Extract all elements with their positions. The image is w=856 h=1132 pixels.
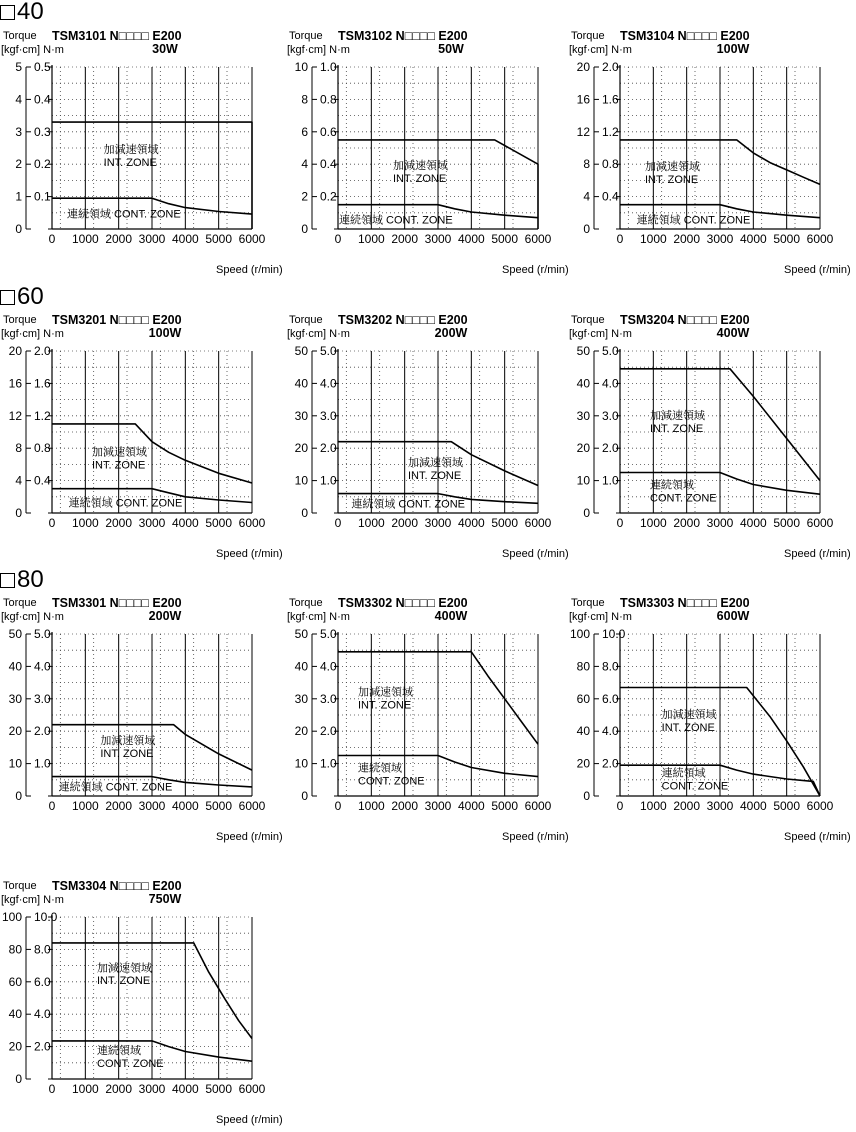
x-tick-label: 6000	[806, 516, 834, 530]
y-tick-label: 1.0	[34, 756, 51, 771]
zone-label: 加減速領域	[645, 160, 700, 173]
x-tick-label: 4000	[457, 799, 485, 813]
zone-label: CONT. ZONE	[661, 780, 729, 793]
y-tick-label: 8.0	[34, 942, 51, 957]
x-tick-label: 2000	[673, 232, 701, 246]
y-tick-label: 2.0	[602, 756, 619, 771]
y-axis-title: Torque	[289, 597, 323, 609]
kgf-tick-label: 12	[576, 124, 590, 139]
chart-title: TSM3104 N□□□□ E200	[620, 29, 750, 43]
chart-svg	[286, 30, 576, 282]
x-tick-label: 4000	[739, 232, 767, 246]
torque-chart	[286, 314, 576, 566]
chart-svg	[0, 597, 290, 849]
y-axis-title: Torque	[3, 880, 37, 892]
kgf-tick-label: 10	[294, 756, 308, 771]
kgf-tick-label: 10	[294, 60, 308, 74]
y-tick-label: 2.0	[320, 441, 337, 456]
zone-label: 連続領域	[661, 767, 706, 780]
y-tick-label: 4.0	[34, 659, 51, 674]
x-axis-label: Speed (r/min)	[502, 831, 569, 843]
zone-label: 加減速領域	[661, 709, 717, 722]
y-tick-label: 8.0	[602, 659, 619, 674]
kgf-tick-label: 8	[301, 92, 308, 107]
chart-subtitle: 600W	[716, 609, 750, 623]
zone-label: 連続領域	[650, 479, 694, 492]
x-tick-label: 4000	[171, 799, 199, 813]
y-tick-label: 1.2	[602, 124, 619, 139]
kgf-tick-label: 40	[8, 1007, 22, 1022]
section-title-40	[0, 0, 44, 24]
chart-svg	[568, 597, 856, 849]
chart-subtitle: 100W	[716, 42, 750, 56]
zone-label: 連続領域 CONT. ZONE	[636, 214, 751, 227]
y-axis-title: Torque	[289, 314, 323, 326]
zone-label: 加減速領域	[103, 143, 159, 156]
kgf-tick-label: 12	[8, 408, 22, 423]
kgf-tick-label: 30	[294, 408, 308, 423]
y-axis-title: Torque	[571, 314, 605, 326]
zone-label: 連続領域 CONT. ZONE	[58, 781, 173, 794]
y-tick-label: 2.0	[34, 344, 51, 358]
x-tick-label: 2000	[105, 516, 133, 530]
kgf-tick-label: 20	[576, 441, 590, 456]
x-tick-label: 6000	[806, 232, 834, 246]
x-axis-label: Speed (r/min)	[216, 548, 283, 560]
zone-label: 加減速領域	[100, 735, 156, 748]
y-axis-units: [kgf·cm] N·m	[1, 611, 64, 623]
x-tick-label: 5000	[205, 1082, 233, 1096]
torque-chart	[0, 314, 290, 566]
y-axis-title: Torque	[571, 30, 605, 42]
x-tick-label: 0	[48, 799, 56, 813]
y-tick-label: 5.0	[34, 627, 51, 641]
kgf-tick-label: 0	[301, 789, 308, 803]
chart-title: TSM3303 N□□□□ E200	[620, 596, 750, 610]
zone-label: INT. ZONE	[358, 699, 412, 712]
zone-label: INT. ZONE	[393, 173, 447, 186]
y-tick-label: 1.0	[320, 756, 337, 771]
kgf-tick-label: 0	[583, 222, 590, 236]
chart-subtitle: 200W	[148, 609, 182, 623]
x-tick-label: 5000	[773, 232, 801, 246]
y-tick-label: 3.0	[34, 691, 51, 706]
section-title-60	[0, 285, 44, 309]
y-tick-label: 1.0	[320, 473, 337, 488]
chart-svg	[568, 30, 856, 282]
square-icon	[0, 290, 15, 305]
x-tick-label: 1000	[71, 1082, 99, 1096]
chart-title: TSM3202 N□□□□ E200	[338, 313, 468, 327]
y-axis-title: Torque	[3, 597, 37, 609]
chart-svg	[0, 880, 290, 1132]
zone-label: INT. ZONE	[100, 748, 154, 761]
x-tick-label: 0	[616, 799, 624, 813]
x-tick-label: 4000	[457, 516, 485, 530]
y-tick-label: 0.3	[34, 124, 51, 139]
kgf-tick-label: 20	[294, 724, 308, 739]
x-tick-label: 6000	[238, 232, 266, 246]
x-tick-label: 3000	[706, 516, 734, 530]
kgf-tick-label: 0	[15, 506, 22, 520]
x-axis-label: Speed (r/min)	[216, 264, 283, 276]
zone-label: INT. ZONE	[408, 469, 462, 482]
zone-label: 連続領域 CONT. ZONE	[68, 497, 183, 510]
y-tick-label: 0.5	[34, 60, 51, 74]
zone-label: 連続領域 CONT. ZONE	[351, 498, 466, 511]
y-axis-units: [kgf·cm] N·m	[1, 894, 64, 906]
torque-chart	[286, 30, 576, 282]
x-tick-label: 3000	[138, 799, 166, 813]
chart-title: TSM3302 N□□□□ E200	[338, 596, 468, 610]
x-tick-label: 6000	[806, 799, 834, 813]
x-tick-label: 2000	[673, 516, 701, 530]
x-tick-label: 2000	[105, 799, 133, 813]
kgf-tick-label: 0	[15, 222, 22, 236]
chart-title: TSM3301 N□□□□ E200	[52, 596, 182, 610]
section-label: 60	[17, 283, 44, 310]
kgf-tick-label: 16	[576, 92, 590, 107]
x-tick-label: 3000	[706, 232, 734, 246]
zone-label: INT. ZONE	[661, 722, 715, 735]
chart-title: TSM3101 N□□□□ E200	[52, 29, 182, 43]
y-axis-units: [kgf·cm] N·m	[1, 328, 64, 340]
y-axis-units: [kgf·cm] N·m	[287, 328, 350, 340]
x-axis-label: Speed (r/min)	[784, 264, 851, 276]
chart-title: TSM3201 N□□□□ E200	[52, 313, 182, 327]
x-tick-label: 6000	[238, 1082, 266, 1096]
kgf-tick-label: 10	[576, 473, 590, 488]
kgf-tick-label: 20	[576, 60, 590, 74]
zone-label: INT. ZONE	[92, 459, 146, 472]
torque-chart	[568, 314, 856, 566]
zone-label: INT. ZONE	[97, 975, 151, 988]
x-tick-label: 2000	[105, 232, 133, 246]
x-tick-label: 2000	[391, 799, 419, 813]
zone-label: 加減速領域	[408, 457, 463, 470]
x-tick-label: 5000	[205, 516, 233, 530]
y-tick-label: 0.6	[320, 124, 337, 139]
zone-label: CONT. ZONE	[97, 1057, 164, 1070]
kgf-tick-label: 2	[15, 157, 22, 172]
x-tick-label: 6000	[238, 516, 266, 530]
x-tick-label: 3000	[138, 516, 166, 530]
kgf-tick-label: 20	[8, 1039, 22, 1054]
y-tick-label: 1.6	[34, 376, 51, 391]
chart-svg	[286, 597, 576, 849]
kgf-tick-label: 60	[576, 691, 590, 706]
kgf-tick-label: 30	[576, 408, 590, 423]
x-tick-label: 0	[616, 516, 624, 530]
kgf-tick-label: 40	[576, 724, 590, 739]
y-tick-label: 5.0	[602, 344, 619, 358]
x-tick-label: 5000	[491, 516, 519, 530]
torque-chart	[568, 30, 856, 282]
zone-label: 加減速領域	[358, 686, 413, 699]
torque-chart	[286, 597, 576, 849]
section-label: 40	[17, 0, 44, 25]
x-tick-label: 0	[334, 799, 342, 813]
y-tick-label: 1.6	[602, 92, 619, 107]
zone-label: 連続領域 CONT. ZONE	[339, 214, 453, 227]
x-tick-label: 4000	[739, 799, 767, 813]
x-tick-label: 0	[334, 232, 342, 246]
chart-title: TSM3304 N□□□□ E200	[52, 879, 182, 893]
zone-label: 加減速領域	[650, 410, 705, 423]
y-tick-label: 0.8	[320, 92, 337, 107]
x-tick-label: 1000	[639, 799, 667, 813]
y-tick-label: 5.0	[320, 344, 337, 358]
kgf-tick-label: 20	[8, 344, 22, 358]
zone-label: 連続領域 CONT. ZONE	[67, 208, 181, 221]
kgf-tick-label: 0	[583, 789, 590, 803]
kgf-tick-label: 40	[8, 659, 22, 674]
kgf-tick-label: 4	[15, 92, 22, 107]
x-tick-label: 3000	[706, 799, 734, 813]
y-tick-label: 6.0	[602, 691, 619, 706]
y-tick-label: 6.0	[34, 974, 51, 989]
y-tick-label: 3.0	[320, 691, 337, 706]
y-axis-title: Torque	[571, 597, 605, 609]
x-tick-label: 2000	[673, 799, 701, 813]
y-axis-units: [kgf·cm] N·m	[569, 44, 632, 56]
zone-label: INT. ZONE	[650, 423, 704, 435]
x-tick-label: 3000	[424, 799, 452, 813]
y-axis-units: [kgf·cm] N·m	[569, 611, 632, 623]
kgf-tick-label: 8	[583, 157, 590, 172]
y-tick-label: 0.8	[602, 157, 619, 172]
chart-subtitle: 200W	[434, 326, 468, 340]
y-tick-label: 0.4	[320, 157, 337, 172]
x-tick-label: 5000	[773, 516, 801, 530]
x-tick-label: 4000	[171, 516, 199, 530]
kgf-tick-label: 100	[569, 627, 590, 641]
x-tick-label: 3000	[424, 232, 452, 246]
kgf-tick-label: 0	[301, 506, 308, 520]
zone-label: 加減速領域	[92, 446, 147, 459]
kgf-tick-label: 6	[301, 124, 308, 139]
x-tick-label: 1000	[357, 232, 385, 246]
x-axis-label: Speed (r/min)	[216, 831, 283, 843]
x-tick-label: 4000	[171, 1082, 199, 1096]
kgf-tick-label: 1	[15, 189, 22, 204]
kgf-tick-label: 2	[301, 189, 308, 204]
kgf-tick-label: 40	[294, 376, 308, 391]
y-tick-label: 0.1	[34, 189, 51, 204]
kgf-tick-label: 3	[15, 124, 22, 139]
zone-label: 連続領域	[97, 1044, 141, 1057]
x-tick-label: 0	[616, 232, 624, 246]
chart-subtitle: 400W	[716, 326, 750, 340]
x-tick-label: 2000	[391, 516, 419, 530]
x-axis-label: Speed (r/min)	[502, 548, 569, 560]
x-tick-label: 2000	[105, 1082, 133, 1096]
x-tick-label: 3000	[138, 1082, 166, 1096]
y-tick-label: 2.0	[320, 724, 337, 739]
y-axis-title: Torque	[3, 30, 37, 42]
y-tick-label: 2.0	[602, 60, 619, 74]
x-axis-label: Speed (r/min)	[502, 264, 569, 276]
x-tick-label: 5000	[205, 232, 233, 246]
kgf-tick-label: 10	[294, 473, 308, 488]
kgf-tick-label: 20	[8, 724, 22, 739]
y-tick-label: 0.4	[602, 189, 619, 204]
y-tick-label: 3.0	[602, 408, 619, 423]
torque-chart	[568, 597, 856, 849]
y-axis-units: [kgf·cm] N·m	[569, 328, 632, 340]
chart-title: TSM3204 N□□□□ E200	[620, 313, 750, 327]
y-tick-label: 10.0	[602, 627, 626, 641]
y-tick-label: 0.2	[34, 157, 51, 172]
y-tick-label: 1.2	[34, 408, 51, 423]
x-tick-label: 1000	[71, 232, 99, 246]
zone-label: 加減速領域	[393, 160, 448, 173]
zone-label: CONT. ZONE	[650, 492, 717, 505]
kgf-tick-label: 4	[15, 473, 22, 488]
y-tick-label: 4.0	[320, 376, 337, 391]
kgf-tick-label: 80	[576, 659, 590, 674]
kgf-tick-label: 100	[1, 910, 22, 924]
kgf-tick-label: 50	[8, 627, 22, 641]
kgf-tick-label: 4	[301, 157, 308, 172]
x-axis-label: Speed (r/min)	[784, 548, 851, 560]
x-tick-label: 6000	[524, 516, 552, 530]
zone-label: INT. ZONE	[645, 173, 699, 186]
kgf-tick-label: 0	[583, 506, 590, 520]
kgf-tick-label: 50	[294, 627, 308, 641]
chart-svg	[0, 314, 290, 566]
x-tick-label: 1000	[71, 799, 99, 813]
x-tick-label: 6000	[238, 799, 266, 813]
x-tick-label: 6000	[524, 799, 552, 813]
y-tick-label: 0.2	[320, 189, 337, 204]
x-tick-label: 5000	[773, 799, 801, 813]
y-tick-label: 10.0	[34, 910, 58, 924]
kgf-tick-label: 10	[8, 756, 22, 771]
kgf-tick-label: 0	[15, 789, 22, 803]
y-tick-label: 5.0	[320, 627, 337, 641]
zone-label: 加減速領域	[97, 962, 152, 975]
kgf-tick-label: 0	[301, 222, 308, 236]
y-tick-label: 1.0	[602, 473, 619, 488]
kgf-tick-label: 0	[15, 1072, 22, 1086]
kgf-tick-label: 80	[8, 942, 22, 957]
x-tick-label: 1000	[639, 516, 667, 530]
x-tick-label: 1000	[357, 799, 385, 813]
zone-label: INT. ZONE	[103, 156, 157, 169]
kgf-tick-label: 4	[583, 189, 590, 204]
torque-chart	[0, 880, 290, 1132]
chart-subtitle: 50W	[438, 42, 464, 56]
chart-title: TSM3102 N□□□□ E200	[338, 29, 468, 43]
x-tick-label: 1000	[357, 516, 385, 530]
chart-subtitle: 750W	[148, 892, 182, 906]
y-tick-label: 0.4	[34, 473, 51, 488]
chart-svg	[0, 30, 290, 282]
kgf-tick-label: 50	[294, 344, 308, 358]
kgf-tick-label: 50	[576, 344, 590, 358]
x-tick-label: 5000	[491, 799, 519, 813]
section-label: 80	[17, 566, 44, 593]
square-icon	[0, 573, 15, 588]
x-tick-label: 1000	[71, 516, 99, 530]
kgf-tick-label: 5	[15, 60, 22, 74]
chart-subtitle: 30W	[152, 42, 178, 56]
x-tick-label: 0	[334, 516, 342, 530]
x-tick-label: 0	[48, 232, 56, 246]
x-tick-label: 5000	[205, 799, 233, 813]
y-axis-units: [kgf·cm] N·m	[1, 44, 64, 56]
y-tick-label: 0.8	[34, 441, 51, 456]
zone-label: CONT. ZONE	[358, 775, 425, 788]
zone-label: 連続領域	[358, 762, 402, 775]
kgf-tick-label: 30	[8, 691, 22, 706]
x-axis-label: Speed (r/min)	[784, 831, 851, 843]
x-tick-label: 4000	[739, 516, 767, 530]
x-tick-label: 0	[48, 516, 56, 530]
kgf-tick-label: 60	[8, 974, 22, 989]
x-tick-label: 0	[48, 1082, 56, 1096]
torque-chart	[0, 30, 290, 282]
x-tick-label: 3000	[138, 232, 166, 246]
y-tick-label: 2.0	[602, 441, 619, 456]
kgf-tick-label: 20	[294, 441, 308, 456]
y-axis-title: Torque	[289, 30, 323, 42]
y-tick-label: 4.0	[320, 659, 337, 674]
chart-svg	[286, 314, 576, 566]
section-title-80	[0, 568, 44, 592]
y-tick-label: 4.0	[602, 724, 619, 739]
kgf-tick-label: 30	[294, 691, 308, 706]
x-axis-label: Speed (r/min)	[216, 1114, 283, 1126]
x-tick-label: 4000	[171, 232, 199, 246]
x-tick-label: 2000	[391, 232, 419, 246]
x-tick-label: 5000	[491, 232, 519, 246]
y-tick-label: 1.0	[320, 60, 337, 74]
kgf-tick-label: 40	[294, 659, 308, 674]
y-axis-units: [kgf·cm] N·m	[287, 44, 350, 56]
x-tick-label: 3000	[424, 516, 452, 530]
chart-subtitle: 100W	[148, 326, 182, 340]
kgf-tick-label: 8	[15, 441, 22, 456]
y-tick-label: 0.4	[34, 92, 51, 107]
y-tick-label: 4.0	[602, 376, 619, 391]
x-tick-label: 1000	[639, 232, 667, 246]
chart-svg	[568, 314, 856, 566]
square-icon	[0, 5, 15, 20]
y-tick-label: 2.0	[34, 1039, 51, 1054]
chart-subtitle: 400W	[434, 609, 468, 623]
kgf-tick-label: 16	[8, 376, 22, 391]
y-axis-title: Torque	[3, 314, 37, 326]
torque-chart	[0, 597, 290, 849]
x-tick-label: 4000	[457, 232, 485, 246]
y-axis-units: [kgf·cm] N·m	[287, 611, 350, 623]
x-tick-label: 6000	[524, 232, 552, 246]
kgf-tick-label: 40	[576, 376, 590, 391]
y-tick-label: 2.0	[34, 724, 51, 739]
y-tick-label: 3.0	[320, 408, 337, 423]
kgf-tick-label: 20	[576, 756, 590, 771]
y-tick-label: 4.0	[34, 1007, 51, 1022]
